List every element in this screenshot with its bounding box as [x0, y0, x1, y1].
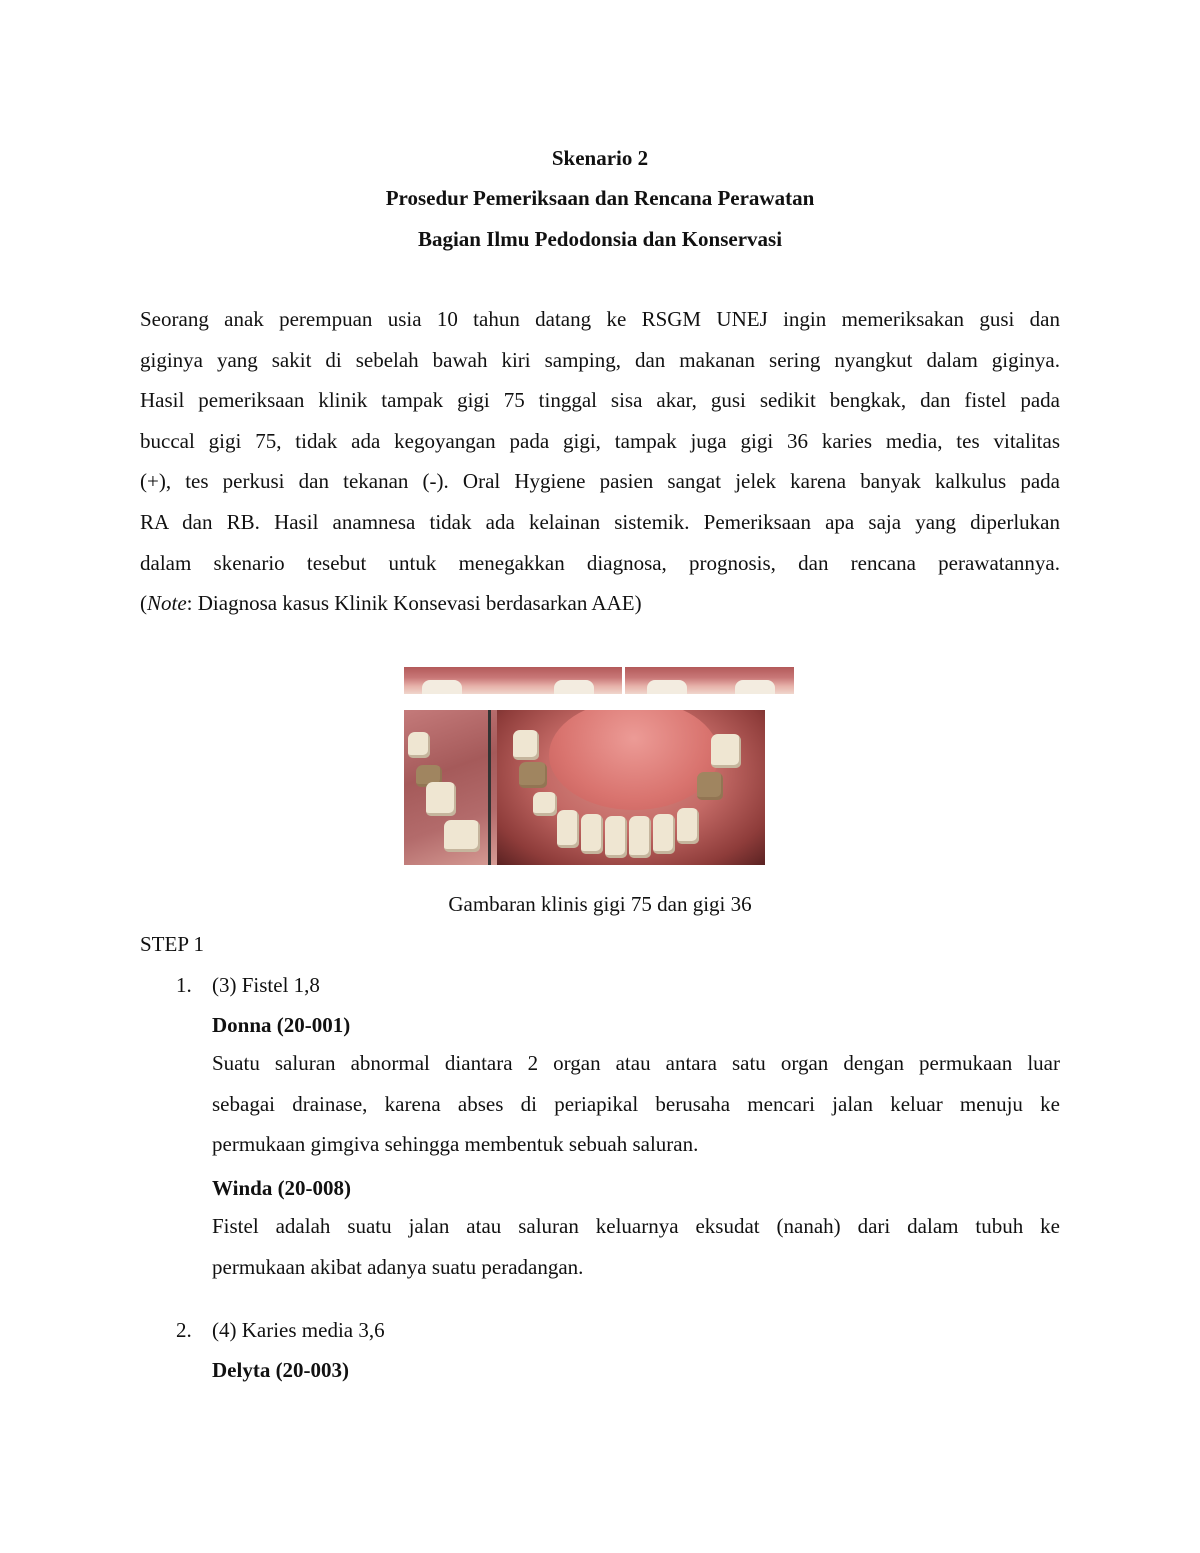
scenario-line: (+), tes perkusi dan tekanan (-). Oral Hygiene pasien sangat jelek karena banyak kalkulus pada: [140, 469, 1060, 494]
answer-text: Suatu saluran abnormal diantara 2 organ atau antara satu organ dengan permukaan luar sebagai drainase, karena abses di periapikal berusaha mencari jalan keluar menuju ke permukaan gimgiva sehingga membentuk sebuah saluran.: [212, 1051, 1060, 1157]
term-title: (4) Karies media 3,6: [212, 1318, 385, 1342]
scenario-line: RA dan RB. Hasil anamnesa tidak ada kelainan sistemik. Pemeriksaan apa saja yang diperlukan: [140, 509, 1060, 534]
answer-author: Winda (20-008): [212, 1176, 352, 1200]
clinical-photo-buccal: [404, 710, 497, 865]
list-number: 1.: [176, 973, 192, 997]
scenario-line: Seorang anak perempuan usia 10 tahun datang ke RSGM UNEJ ingin memeriksakan gusi dan: [140, 307, 1060, 331]
scenario-line: buccal gigi 75, tidak ada kegoyangan pada gigi, tampak juga gigi 36 karies media, tes vitalitas: [140, 428, 1060, 453]
figure-caption: Gambaran klinis gigi 75 dan gigi 36: [448, 892, 752, 916]
scenario-paragraph: [140, 299, 1060, 624]
document-department: Bagian Ilmu Pedodonsia dan Konservasi: [417, 227, 783, 251]
document-title: Skenario 2: [551, 146, 649, 170]
answer-text: Fistel adalah suatu jalan atau saluran keluarnya eksudat (nanah) dari dalam tubuh ke permukaan akibat adanya suatu peradangan.: [212, 1214, 1060, 1279]
scenario-note: (Note: Diagnosa kasus Klinik Konsevasi berdasarkan AAE): [140, 591, 642, 616]
term-title: (3) Fistel 1,8: [212, 973, 320, 997]
clinical-photo-top-left: [404, 667, 622, 694]
scenario-line: giginya yang sakit di sebelah bawah kiri samping, dan makanan sering nyangkut dalam giginya.: [140, 347, 1060, 372]
clinical-photo-occlusal: [497, 710, 765, 865]
document-subtitle: Prosedur Pemeriksaan dan Rencana Perawatan: [385, 186, 815, 210]
scenario-line: dalam skenario tesebut untuk menegakkan diagnosa, prognosis, dan rencana perawatannya.: [140, 550, 1060, 575]
clinical-photo-top-right: [625, 667, 794, 694]
answer-author: Delyta (20-003): [212, 1358, 350, 1382]
answer-author: Donna (20-001): [212, 1013, 351, 1037]
step-label: STEP 1: [140, 932, 204, 956]
scenario-line: Hasil pemeriksaan klinik tampak gigi 75 tinggal sisa akar, gusi sedikit bengkak, dan fistel pada: [140, 388, 1060, 413]
list-number: 2.: [176, 1318, 192, 1342]
